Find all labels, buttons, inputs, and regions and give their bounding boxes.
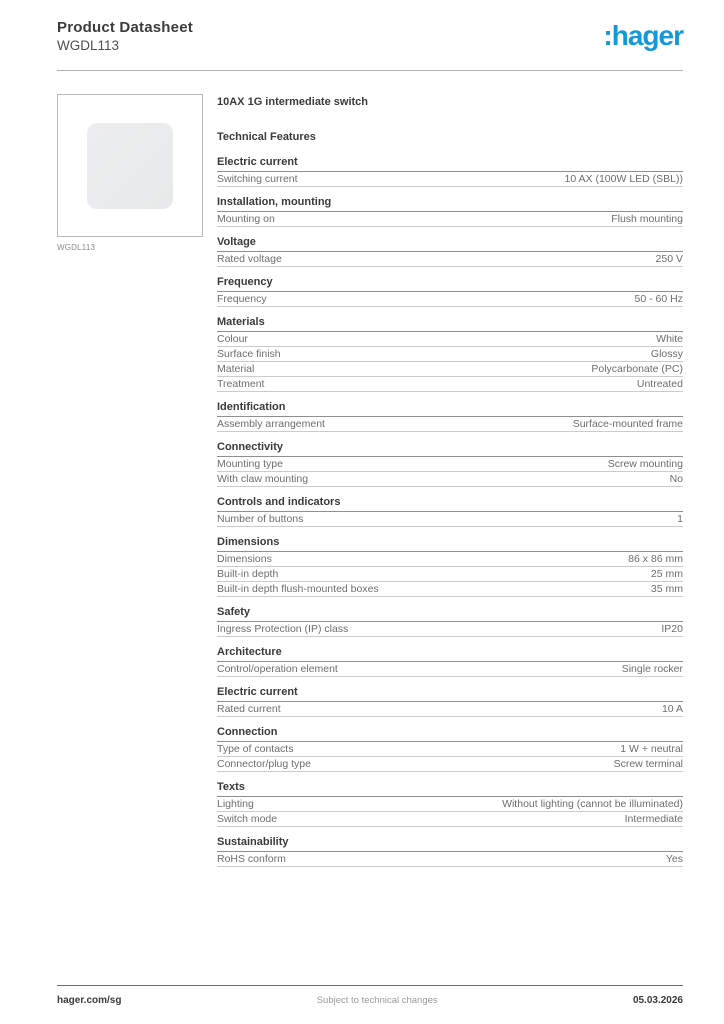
hager-logo: :hager — [603, 20, 683, 51]
spec-label: Built-in depth flush-mounted boxes — [217, 583, 379, 595]
spec-value: 86 x 86 mm — [628, 553, 683, 565]
spec-value: Yes — [665, 853, 683, 865]
spec-value: Screw mounting — [607, 458, 683, 470]
spec-value: 1 W + neutral — [620, 743, 683, 755]
section-rows — [217, 797, 683, 827]
spec-section — [217, 402, 683, 432]
spec-sections — [217, 157, 683, 867]
spec-value: 10 A — [661, 703, 683, 715]
spec-row — [217, 622, 683, 637]
section-rows — [217, 292, 683, 307]
section-title: Connection — [217, 727, 683, 742]
spec-section — [217, 442, 683, 487]
product-image-caption: WGDL113 — [57, 243, 96, 252]
section-rows — [217, 852, 683, 867]
spec-label: Number of buttons — [217, 513, 304, 525]
technical-features-heading: Technical Features — [217, 131, 316, 143]
section-title: Electric current — [217, 687, 683, 702]
page-footer — [57, 985, 683, 1006]
spec-value: Single rocker — [621, 663, 683, 675]
product-image — [57, 94, 203, 237]
spec-label: Mounting type — [217, 458, 283, 470]
spec-value: Flush mounting — [611, 213, 683, 225]
spec-row — [217, 852, 683, 867]
spec-label: Material — [217, 363, 255, 375]
spec-row — [217, 472, 683, 487]
section-rows — [217, 702, 683, 717]
spec-row — [217, 552, 683, 567]
section-title: Dimensions — [217, 537, 683, 552]
spec-section — [217, 727, 683, 772]
section-rows — [217, 332, 683, 392]
content-area — [57, 94, 683, 877]
spec-value: Without lighting (cannot be illuminated) — [502, 798, 683, 810]
product-title: 10AX 1G intermediate switch — [217, 96, 368, 108]
spec-value: 25 mm — [650, 568, 683, 580]
spec-value: 50 - 60 Hz — [634, 293, 683, 305]
section-title: Installation, mounting — [217, 197, 683, 212]
spec-label: Lighting — [217, 798, 254, 810]
spec-value: Intermediate — [624, 813, 683, 825]
section-title: Voltage — [217, 237, 683, 252]
header-divider — [57, 70, 683, 71]
spec-section — [217, 607, 683, 637]
spec-row — [217, 347, 683, 362]
spec-label: Control/operation element — [217, 663, 338, 675]
section-rows — [217, 622, 683, 637]
footer-website-link[interactable]: hager.com/sg — [57, 995, 122, 1006]
spec-section — [217, 537, 683, 597]
spec-label: Rated current — [217, 703, 281, 715]
footer-disclaimer: Subject to technical changes — [316, 995, 438, 1006]
switch-face-illustration — [87, 123, 173, 209]
spec-row — [217, 362, 683, 377]
spec-label: Assembly arrangement — [217, 418, 325, 430]
spec-row — [217, 332, 683, 347]
spec-label: Ingress Protection (IP) class — [217, 623, 349, 635]
spec-row — [217, 812, 683, 827]
section-rows — [217, 742, 683, 772]
spec-row — [217, 702, 683, 717]
spec-value: 1 — [677, 513, 683, 525]
spec-label: RoHS conform — [217, 853, 286, 865]
spec-section — [217, 317, 683, 392]
section-title: Sustainability — [217, 837, 683, 852]
spec-row — [217, 797, 683, 812]
spec-label: Dimensions — [217, 553, 272, 565]
spec-row — [217, 662, 683, 677]
spec-section — [217, 687, 683, 717]
spec-value: Untreated — [636, 378, 683, 390]
section-title: Frequency — [217, 277, 683, 292]
spec-row — [217, 757, 683, 772]
section-rows — [217, 457, 683, 487]
spec-value: White — [656, 333, 683, 345]
section-title: Electric current — [217, 157, 683, 172]
spec-row — [217, 252, 683, 267]
spec-row — [217, 292, 683, 307]
spec-row — [217, 457, 683, 472]
spec-value: 10 AX (100W LED (SBL)) — [564, 173, 683, 185]
section-rows — [217, 252, 683, 267]
spec-label: Surface finish — [217, 348, 281, 360]
spec-row — [217, 582, 683, 597]
section-title: Connectivity — [217, 442, 683, 457]
spec-row — [217, 567, 683, 582]
spec-label: Type of contacts — [217, 743, 294, 755]
section-title: Materials — [217, 317, 683, 332]
section-rows — [217, 417, 683, 432]
spec-section — [217, 647, 683, 677]
section-title: Controls and indicators — [217, 497, 683, 512]
spec-section — [217, 497, 683, 527]
spec-value: Screw terminal — [613, 758, 683, 770]
section-title: Architecture — [217, 647, 683, 662]
specs-column — [217, 94, 683, 877]
spec-label: Treatment — [217, 378, 265, 390]
spec-row — [217, 742, 683, 757]
section-title: Identification — [217, 402, 683, 417]
product-image-column — [57, 94, 203, 877]
spec-row — [217, 212, 683, 227]
section-rows — [217, 512, 683, 527]
section-title: Texts — [217, 782, 683, 797]
spec-section — [217, 197, 683, 227]
spec-label: Switching current — [217, 173, 298, 185]
section-rows — [217, 212, 683, 227]
product-reference: WGDL113 — [57, 38, 120, 53]
spec-label: Frequency — [217, 293, 267, 305]
spec-label: Built-in depth — [217, 568, 279, 580]
spec-row — [217, 172, 683, 187]
section-title: Safety — [217, 607, 683, 622]
spec-label: Switch mode — [217, 813, 278, 825]
spec-row — [217, 417, 683, 432]
spec-value: No — [669, 473, 683, 485]
spec-value: 35 mm — [650, 583, 683, 595]
document-title: Product Datasheet — [57, 19, 193, 36]
page-header — [57, 19, 683, 54]
spec-value: Surface-mounted frame — [572, 418, 683, 430]
section-rows — [217, 662, 683, 677]
footer-date: 05.03.2026 — [632, 995, 683, 1006]
spec-section — [217, 277, 683, 307]
section-rows — [217, 172, 683, 187]
spec-section — [217, 237, 683, 267]
spec-label: Connector/plug type — [217, 758, 311, 770]
spec-section — [217, 157, 683, 187]
spec-label: Mounting on — [217, 213, 275, 225]
spec-value: Polycarbonate (PC) — [591, 363, 683, 375]
spec-row — [217, 377, 683, 392]
spec-value: Glossy — [650, 348, 683, 360]
spec-label: Colour — [217, 333, 248, 345]
spec-section — [217, 837, 683, 867]
spec-label: Rated voltage — [217, 253, 282, 265]
spec-label: With claw mounting — [217, 473, 309, 485]
spec-section — [217, 782, 683, 827]
spec-value: 250 V — [655, 253, 683, 265]
section-rows — [217, 552, 683, 597]
spec-value: IP20 — [661, 623, 683, 635]
spec-row — [217, 512, 683, 527]
